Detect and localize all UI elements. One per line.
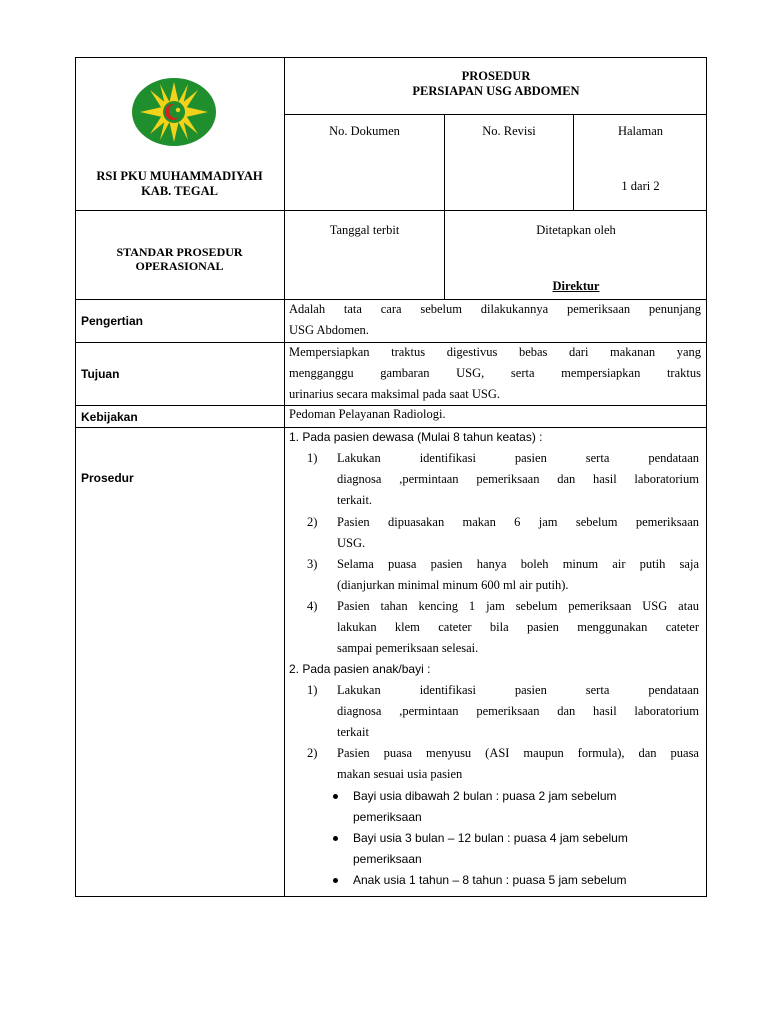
g2-item2-line1: Pasien puasa menyusu (ASI maupun formula), dan puasa — [337, 746, 699, 760]
sop-title-line1: STANDAR PROSEDUR — [116, 245, 243, 259]
section-label-kebijakan: Kebijakan — [81, 410, 138, 424]
institution-name-line2: KAB. TEGAL — [141, 184, 218, 198]
tujuan-text-line3: urinarius secara maksimal pada saat USG. — [289, 387, 501, 401]
bullet-dot-icon — [333, 878, 338, 883]
outer-border-bottom — [75, 896, 707, 897]
g1-item3-line1: Selama puasa pasien hanya boleh minum air putih saja — [337, 557, 699, 571]
g1-item3-number: 3) — [307, 557, 318, 571]
tujuan-text-line2: mengganggu gambaran USG, serta mempersiapkan traktus — [289, 366, 701, 380]
g2-item1-number: 1) — [307, 683, 318, 697]
g1-item1-line2: diagnosa ,permintaan pemeriksaan dan hasil laboratorium — [337, 472, 699, 486]
g1-item4-number: 4) — [307, 599, 318, 613]
g1-item4-line3: sampai pemeriksaan selesai. — [337, 641, 479, 655]
g2-item1-line3: terkait — [337, 725, 369, 739]
section-label-pengertian: Pengertian — [81, 314, 144, 328]
g1-item1-number: 1) — [307, 451, 318, 465]
section-label-tujuan: Tujuan — [81, 367, 120, 381]
g1-item2-number: 2) — [307, 515, 318, 529]
pengertian-text-line2: USG Abdomen. — [289, 323, 369, 337]
bullet2-line2: pemeriksaan — [353, 852, 422, 866]
page-value: 1 dari 2 — [621, 179, 660, 193]
title-row-divider — [284, 114, 707, 115]
bullet1-line2: pemeriksaan — [353, 810, 422, 824]
bullet-item-2 — [333, 828, 693, 870]
document-title-line2: PERSIAPAN USG ABDOMEN — [412, 84, 580, 98]
g1-item4-line2: lakukan klem cateter bila pasien menggunakan cateter — [337, 620, 699, 634]
g1-item2-line1: Pasien dipuasakan makan 6 jam sebelum pemeriksaan — [337, 515, 699, 529]
g1-item1-line3: terkait. — [337, 493, 373, 507]
g1-item3-line2: (dianjurkan minimal minum 600 ml air putih). — [337, 578, 569, 592]
bullet1-line1: Bayi usia dibawah 2 bulan : puasa 2 jam sebelum — [353, 789, 617, 803]
column-divider — [284, 57, 285, 897]
prosedur-group1-heading: 1. Pada pasien dewasa (Mulai 8 tahun keatas) : — [289, 430, 543, 444]
sop-title-line2: OPERASIONAL — [135, 259, 224, 273]
header-row-divider — [75, 210, 707, 211]
document-title-line1: PROSEDUR — [461, 69, 531, 83]
pengertian-text-line1: Adalah tata cara sebelum dilakukannya pemeriksaan penunjang — [289, 302, 701, 316]
set-by-label: Ditetapkan oleh — [536, 223, 616, 237]
kebijakan-text: Pedoman Pelayanan Radiologi. — [289, 407, 446, 421]
director-label: Direktur — [552, 279, 600, 293]
g1-item4-line1: Pasien tahan kencing 1 jam sebelum pemeriksaan USG atau — [337, 599, 699, 613]
bullet-dot-icon — [333, 836, 338, 841]
revision-number-label: No. Revisi — [482, 124, 536, 138]
section-label-prosedur: Prosedur — [81, 471, 134, 485]
bullet2-line1: Bayi usia 3 bulan – 12 bulan : puasa 4 jam sebelum — [353, 831, 628, 845]
outer-border-top — [75, 57, 707, 58]
sop-document — [75, 57, 707, 897]
g1-item1-line1: Lakukan identifikasi pasien serta pendataan — [337, 451, 699, 465]
g2-item1-line1: Lakukan identifikasi pasien serta pendataan — [337, 683, 699, 697]
bullet3-line1: Anak usia 1 tahun – 8 tahun : puasa 5 jam sebelum — [353, 873, 627, 887]
g2-item2-line2: makan sesuai usia pasien — [337, 767, 463, 781]
issue-date-label: Tanggal terbit — [329, 223, 400, 237]
tujuan-text-line1: Mempersiapkan traktus digestivus bebas dari makanan yang — [289, 345, 701, 359]
institution-name-line1: RSI PKU MUHAMMADIYAH — [96, 169, 263, 183]
bullet-item-3 — [333, 870, 693, 891]
bullet-dot-icon — [333, 794, 338, 799]
hospital-logo — [131, 77, 217, 147]
g1-item2-line2: USG. — [337, 536, 366, 550]
page-label: Halaman — [617, 124, 664, 138]
director-signature — [445, 276, 707, 297]
doc-number-label: No. Dokumen — [329, 124, 400, 138]
bullet-item-1 — [333, 786, 693, 828]
prosedur-group2-heading: 2. Pada pasien anak/bayi : — [289, 662, 431, 676]
g2-item2-number: 2) — [307, 746, 318, 760]
g2-item1-line2: diagnosa ,permintaan pemeriksaan dan hasil laboratorium — [337, 704, 699, 718]
